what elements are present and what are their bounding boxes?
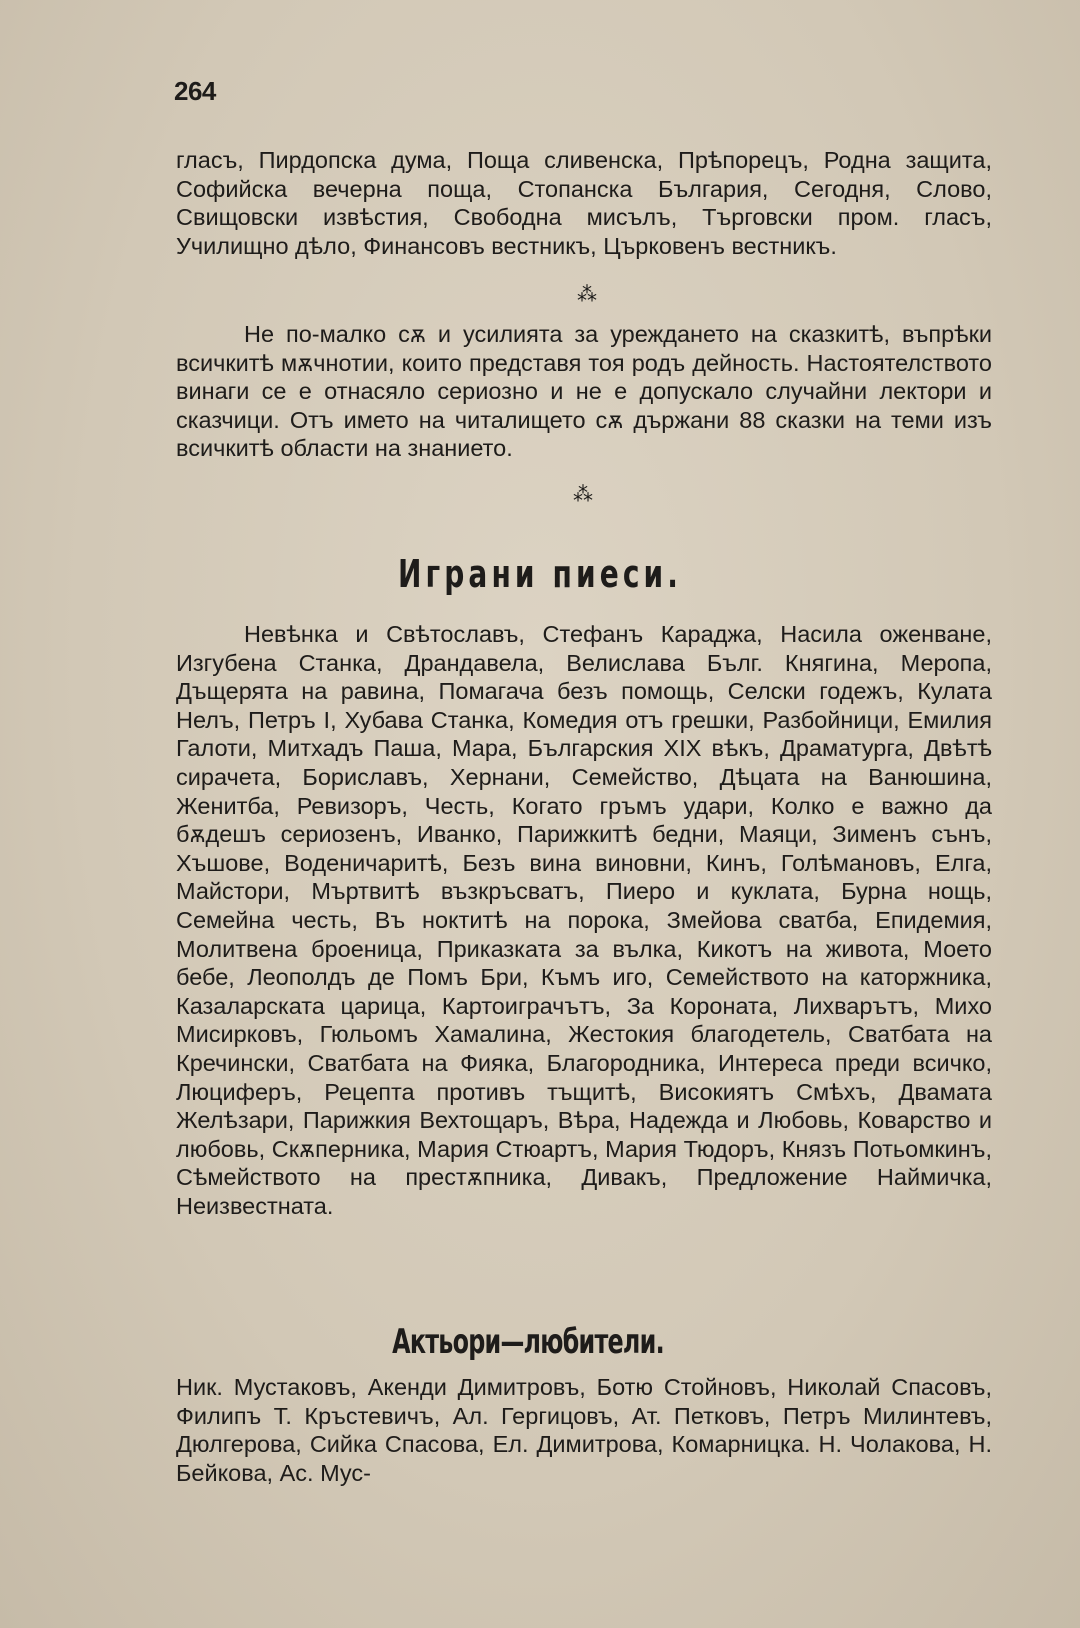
plays-paragraph-block xyxy=(176,620,992,1220)
actors-list-paragraph: Ник. Мустаковъ, Акенди Димитровъ, Ботю Стойновъ, Николай Спасовъ, Филипъ Т. Кръстевичъ, Ал. Гергицовъ, Ат. Петковъ, Петръ Милинтевъ, Дюлгерова, Сийка Спасова, Ел. Димитрова, Комарницка. Н. Чолакова, Н. Бейкова, Ас. Мус- xyxy=(176,1374,992,1486)
asterism-divider: ⁂ xyxy=(573,484,593,506)
lectures-paragraph-block xyxy=(176,320,992,463)
page-number: 264 xyxy=(174,76,216,106)
asterism-divider: ⁂ xyxy=(577,284,597,306)
plays-heading: Играни пиеси. xyxy=(397,552,683,596)
actors-paragraph-block xyxy=(176,1373,992,1487)
plays-list-paragraph: Невѣнка и Свѣтославъ, Стефанъ Караджа, Насила оженване, Изгубена Станка, Драндавела, Велислава Бълг. Княгина, Меропа, Дъщерята на равина, Помагача безъ помощь, Селски годежъ, Кулата Нелъ, Петръ I, Хубава Станка, Комедия отъ грешки, Разбойници, Емилия Галоти, Митхадъ Паша, Мара, Българския XIX вѣкъ, Драматурга, Двѣтѣ сирачета, Бориславъ, Хернани, Семейство, Дѣцата на Ванюшина, Женитба, Ревизоръ, Честь, Когато гръмъ удари, Колко е важно да бѫдешъ сериозенъ, Иванко, Парижкитѣ бедни, Маяци, Зименъ сънъ, Хъшове, Воденичаритѣ, Безъ вина виновни, Кинъ, Голѣмановъ, Елга, Майстори, Мъртвитѣ възкръсватъ, Пиеро и куклата, Бурна нощь, Семейна честь, Въ ноктитѣ на порока, Змейова сватба, Епидемия, Молитвена броеница, Приказката за вълка, Кикотъ на живота, Моето бебе, Леополдъ де Помъ Бри, Къмъ иго, Семейството на каторжника, Казаларската царица, Картоиграчътъ, За Короната, Лихварътъ, Михо Мисирковъ, Гюльомъ Хамалина, Жестокия благодетель, Сватбата на Кречински, Сватбата на Фияка, Благородника, Интереса преди всичко, Люциферъ, Рецепта противъ тъщитѣ, Високиятъ Смѣхъ, Двамата Желѣзари, Парижкия Вехтощаръ, Вѣра, Надежда и Любовь, Коварство и любовь, Скѫперника, Мария Стюартъ, Мария Тюдоръ, Князъ Потьомкинъ, Сѣмейството на престѫпника, Дивакъ, Предложение Наймичка, Неизвестната. xyxy=(176,621,992,1219)
intro-paragraph-block xyxy=(176,146,992,260)
actors-heading: Актьори—любители. xyxy=(392,1322,664,1362)
lectures-paragraph: Не по-малко сѫ и усилията за уреждането на сказкитѣ, въпрѣки всичкитѣ мѫчнотии, които представя тоя родъ дейность. Настоятелството винаги се е отнасяло сериозно и не е допускало случайни лектори и сказчици. Отъ името на читалището сѫ държани 88 сказки на теми изъ всичкитѣ области на знанието. xyxy=(176,321,992,462)
newspapers-list-paragraph: гласъ, Пирдопска дума, Поща сливенска, Прѣпорецъ, Родна защита, Софийска вечерна поща, Стопанска България, Сегодня, Слово, Свищовски извѣстия, Свободна мисълъ, Търговски пром. гласъ, Училищно дѣло, Финансовъ вестникъ, Църковенъ вестникъ. xyxy=(176,147,992,259)
